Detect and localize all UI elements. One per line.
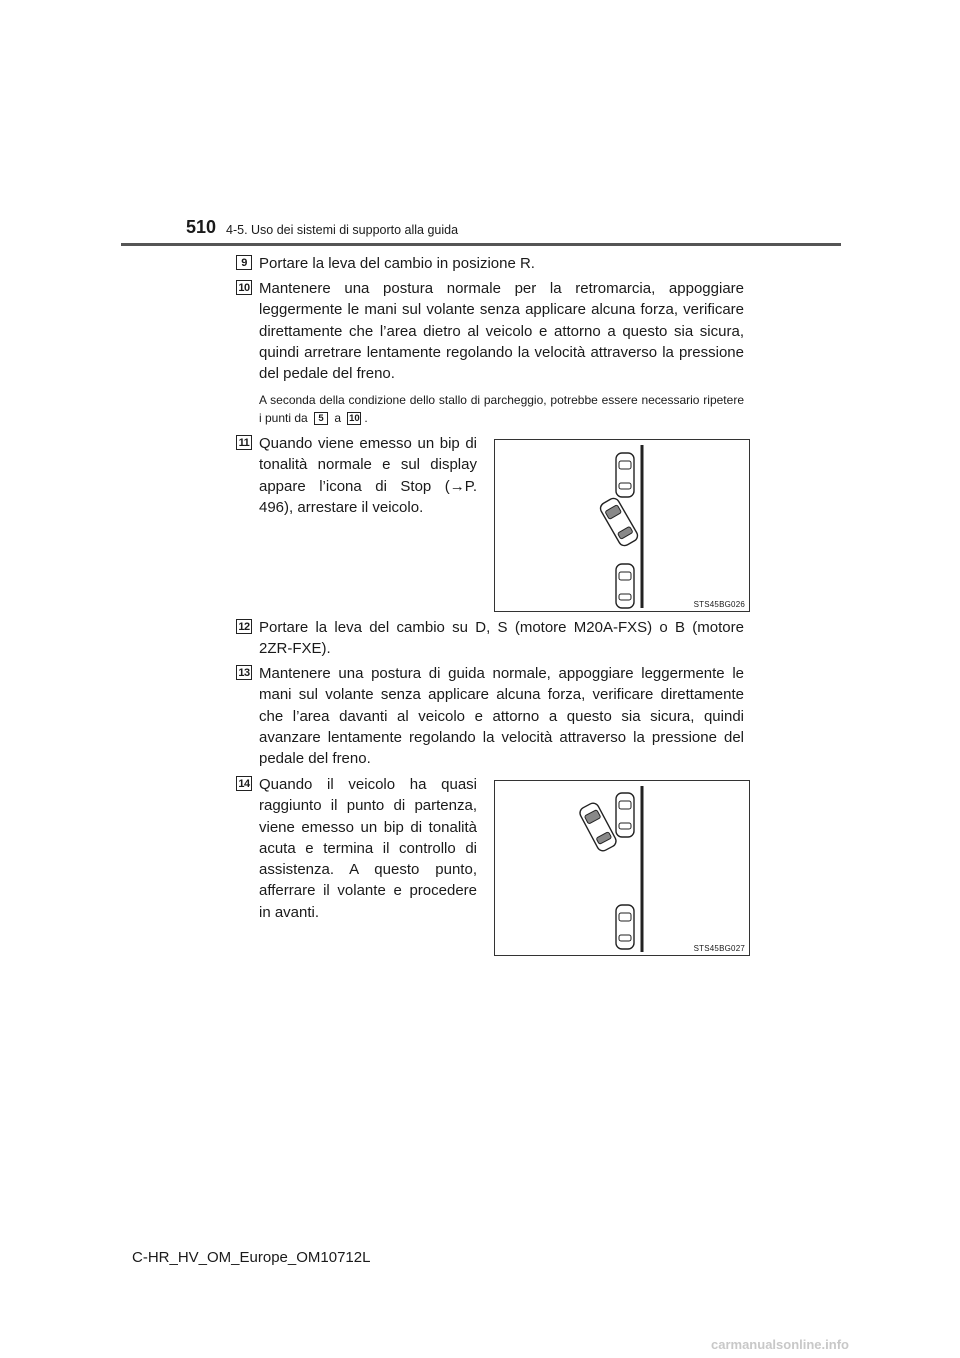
- step-badge-11: 11: [236, 435, 252, 450]
- parked-car-top-icon: [616, 793, 634, 837]
- parked-car-bottom-icon: [616, 564, 634, 608]
- parking-figure-1: [494, 439, 750, 612]
- step-text-12: Portare la leva del cambio su D, S (motore M20A-FXS) o B (motore 2ZR-FXE).: [259, 619, 744, 658]
- parked-car-bottom-icon: [616, 905, 634, 949]
- note-paragraph: [259, 391, 744, 427]
- header-divider: [121, 243, 841, 246]
- note-ref-badge-from: 5: [314, 412, 328, 425]
- maneuvering-car-icon: [598, 496, 639, 548]
- note-text: A seconda della condizione dello stallo di parcheggio, potrebbe essere necessario ripetere i punti da: [259, 393, 744, 425]
- note-connector: a: [334, 411, 342, 425]
- parking-figure-2: [494, 780, 750, 956]
- parking-diagram-1: [495, 440, 749, 611]
- page-number: 510: [186, 217, 217, 237]
- step-badge-14: 14: [236, 776, 252, 791]
- note-end: .: [364, 411, 368, 425]
- step-text-13: Mantenere una postura di guida normale, appoggiare leggermente le mani sul volante senza applicare alcuna forza, verificare direttamente che l’area davanti al veicolo e attorno a questo sia sicura, quindi avanzare lentamente regolando la velocità attraverso la pressione del pedale del freno.: [259, 665, 744, 768]
- maneuvering-car-icon: [578, 801, 618, 853]
- parked-car-top-icon: [616, 453, 634, 497]
- note-ref-badge-to: 10: [349, 412, 360, 424]
- step-text-9: Portare la leva del cambio in posizione R.: [259, 255, 535, 272]
- figure-code-1: STS45BG026: [693, 600, 745, 609]
- figure-code-2: STS45BG027: [693, 944, 745, 953]
- step-text-10: Mantenere una postura normale per la retromarcia, appoggiare leggermente le mani sul volante senza applicare alcuna forza, verificare direttamente che l’area dietro al veicolo e attorno a questo sia sicura, quindi arretrare lentamente regolando la velocità attraverso la pressione del pedale del freno.: [259, 280, 744, 383]
- section-title: 4-5. Uso dei sistemi di supporto alla guida: [226, 223, 459, 237]
- step-text-14: Quando il veicolo ha quasi raggiunto il punto di partenza, viene emesso un bip di tonalità acuta e termina il controllo di assistenza. A questo punto, afferrare il volante e procedere in avanti.: [259, 776, 477, 921]
- step-badge-9: 9: [236, 255, 252, 270]
- parking-diagram-2: [495, 781, 749, 955]
- step-badge-13: 13: [236, 665, 252, 680]
- step-badge-12: 12: [236, 619, 252, 634]
- step-badge-10: 10: [236, 280, 252, 295]
- watermark: carmanualsonline.info: [711, 1337, 849, 1352]
- document-code: C-HR_HV_OM_Europe_OM10712L: [132, 1249, 371, 1266]
- step-text-11: Quando viene emesso un bip di tonalità normale e sul display appare l’icona di Stop (→P. 496), arrestare il veicolo.: [259, 435, 477, 516]
